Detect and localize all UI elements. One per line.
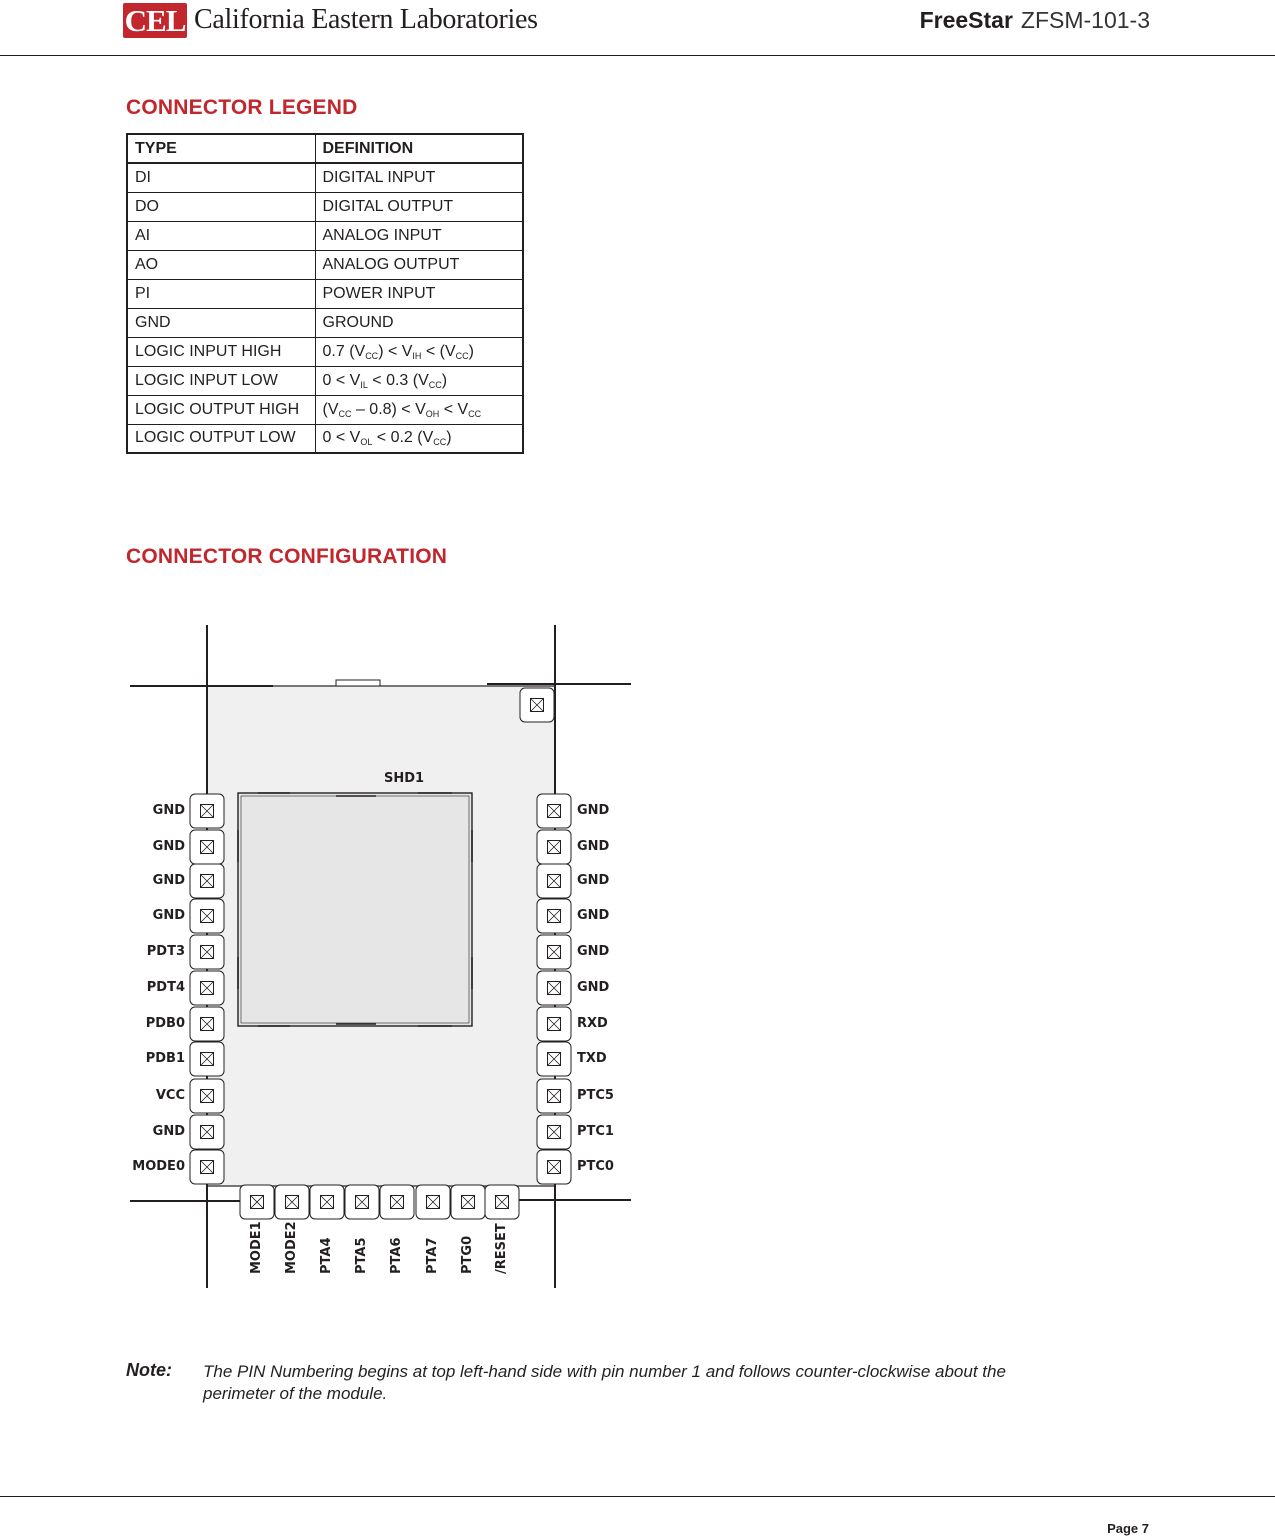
right-pad <box>537 971 571 1005</box>
legend-definition-cell: 0.7 $(V_{CC}) < V_{IH} < (V_{CC})$ <box>315 337 523 366</box>
left-pad <box>190 1079 224 1113</box>
legend-definition-cell: DIGITAL INPUT <box>315 163 523 192</box>
footer-divider <box>0 1496 1275 1497</box>
legend-type-cell: DI <box>127 163 315 192</box>
right-pad <box>537 1150 571 1184</box>
legend-definition-cell: DIGITAL OUTPUT <box>315 192 523 221</box>
left-pad <box>190 830 224 864</box>
company-name: California Eastern Laboratories <box>194 4 538 35</box>
pin-label: GND <box>152 803 185 818</box>
note-text: The PIN Numbering begins at top left-hand side with pin number 1 and follows counter-clockwise about the perimeter of the module. <box>203 1362 1006 1403</box>
pin-label: GND <box>152 873 185 888</box>
table-row <box>127 424 523 453</box>
left-pad <box>190 864 224 898</box>
legend-type-cell: AI <box>127 221 315 250</box>
left-pad <box>190 971 224 1005</box>
bottom-pad <box>416 1185 450 1219</box>
connector-legend-table <box>126 133 524 454</box>
right-pad <box>537 899 571 933</box>
left-pad <box>190 935 224 969</box>
legend-definition-cell: POWER INPUT <box>315 279 523 308</box>
pin-label: PTC1 <box>577 1124 614 1139</box>
top-tab <box>336 680 380 686</box>
legend-body <box>127 163 523 453</box>
product-model: ZFSM-101-3 <box>1020 7 1150 33</box>
pin-label: PTC5 <box>577 1088 614 1103</box>
pin-label: PTG0 <box>460 1235 475 1274</box>
pin-label: PTA4 <box>319 1237 334 1274</box>
configuration-title: CONNECTOR CONFIGURATION <box>126 545 448 568</box>
pin-label: PTC0 <box>577 1159 614 1174</box>
corner-pad <box>520 688 554 722</box>
legend-type-cell: LOGIC OUTPUT HIGH <box>127 395 315 424</box>
legend-type-cell: LOGIC INPUT LOW <box>127 366 315 395</box>
shield-can <box>238 793 472 1026</box>
pin-label: GND <box>152 839 185 854</box>
table-row <box>127 395 523 424</box>
pin-label: GND <box>152 1124 185 1139</box>
pin-label: GND <box>577 908 610 923</box>
legend-type-cell: LOGIC OUTPUT LOW <box>127 424 315 453</box>
pin-label: /RESET <box>494 1223 509 1274</box>
bottom-pad <box>275 1185 309 1219</box>
pin-label: PTA6 <box>389 1237 404 1274</box>
note-label: Note: <box>126 1360 172 1380</box>
legend-definition-cell: $0 < V_{OL} < 0.2$ $(V_{CC})$ <box>315 424 523 453</box>
legend-type-cell: AO <box>127 250 315 279</box>
bottom-pad <box>380 1185 414 1219</box>
pin-label: GND <box>577 980 610 995</box>
left-pad <box>190 1007 224 1041</box>
bottom-pad <box>451 1185 485 1219</box>
bottom-pad <box>240 1185 274 1219</box>
pin-label: PDB1 <box>145 1051 185 1066</box>
page-header <box>0 0 1275 56</box>
pin-label: MODE2 <box>284 1221 299 1274</box>
legend-definition-cell: $(V_{CC} - 0.8) < V_{OH} < V_{CC}$ <box>315 395 523 424</box>
left-pad <box>190 1150 224 1184</box>
left-pad <box>190 1115 224 1149</box>
table-row <box>127 308 523 337</box>
cel-logo: CEL <box>124 3 186 38</box>
pin-label: GND <box>577 839 610 854</box>
pin-label: PDT3 <box>146 944 185 959</box>
page-number: Page 7 <box>1107 1521 1149 1536</box>
table-row <box>127 279 523 308</box>
pin-label: PDT4 <box>146 980 185 995</box>
right-pad <box>537 794 571 828</box>
table-row <box>127 366 523 395</box>
legend-definition-cell: $0 < V_{IL} < 0.3$ $(V_{CC})$ <box>315 366 523 395</box>
right-pad <box>537 1042 571 1076</box>
pin-label: GND <box>577 944 610 959</box>
right-pad <box>537 1007 571 1041</box>
bottom-pad <box>345 1185 379 1219</box>
legend-definition-cell: ANALOG OUTPUT <box>315 250 523 279</box>
right-pad <box>537 864 571 898</box>
bottom-pad <box>310 1185 344 1219</box>
pin-label: MODE1 <box>249 1221 264 1274</box>
pin-label: GND <box>577 803 610 818</box>
right-pad <box>537 1079 571 1113</box>
table-header-row <box>127 134 523 163</box>
legend-title: CONNECTOR LEGEND <box>126 96 358 119</box>
table-row <box>127 250 523 279</box>
module-outline-drawing <box>0 600 700 1320</box>
column-header-type: TYPE <box>127 134 315 163</box>
legend-type-cell: DO <box>127 192 315 221</box>
pin-label: PDB0 <box>145 1016 185 1031</box>
right-pad <box>537 1115 571 1149</box>
pin-label: MODE0 <box>132 1159 185 1174</box>
pin-label: PTA5 <box>354 1237 369 1274</box>
table-row <box>127 163 523 192</box>
pin-label: PTA7 <box>425 1237 440 1274</box>
legend-type-cell: PI <box>127 279 315 308</box>
pin-label: VCC <box>155 1088 185 1103</box>
right-pad <box>537 935 571 969</box>
left-pad <box>190 899 224 933</box>
legend-definition-cell: GROUND <box>315 308 523 337</box>
shield-label: SHD1 <box>384 771 425 786</box>
left-pad <box>190 794 224 828</box>
table-row <box>127 221 523 250</box>
pin-label: GND <box>577 873 610 888</box>
column-header-definition: DEFINITION <box>315 134 523 163</box>
legend-type-cell: GND <box>127 308 315 337</box>
table-row <box>127 192 523 221</box>
legend-definition-cell: ANALOG INPUT <box>315 221 523 250</box>
connector-diagram <box>0 600 700 1320</box>
left-pad <box>190 1042 224 1076</box>
legend-type-cell: LOGIC INPUT HIGH <box>127 337 315 366</box>
table-row <box>127 337 523 366</box>
pin-label: RXD <box>577 1016 608 1031</box>
product-title <box>920 7 1150 34</box>
pin-label: TXD <box>577 1051 607 1066</box>
bottom-pad <box>485 1185 519 1219</box>
pin-label: GND <box>152 908 185 923</box>
product-name: FreeStar <box>919 7 1013 33</box>
right-pad <box>537 830 571 864</box>
